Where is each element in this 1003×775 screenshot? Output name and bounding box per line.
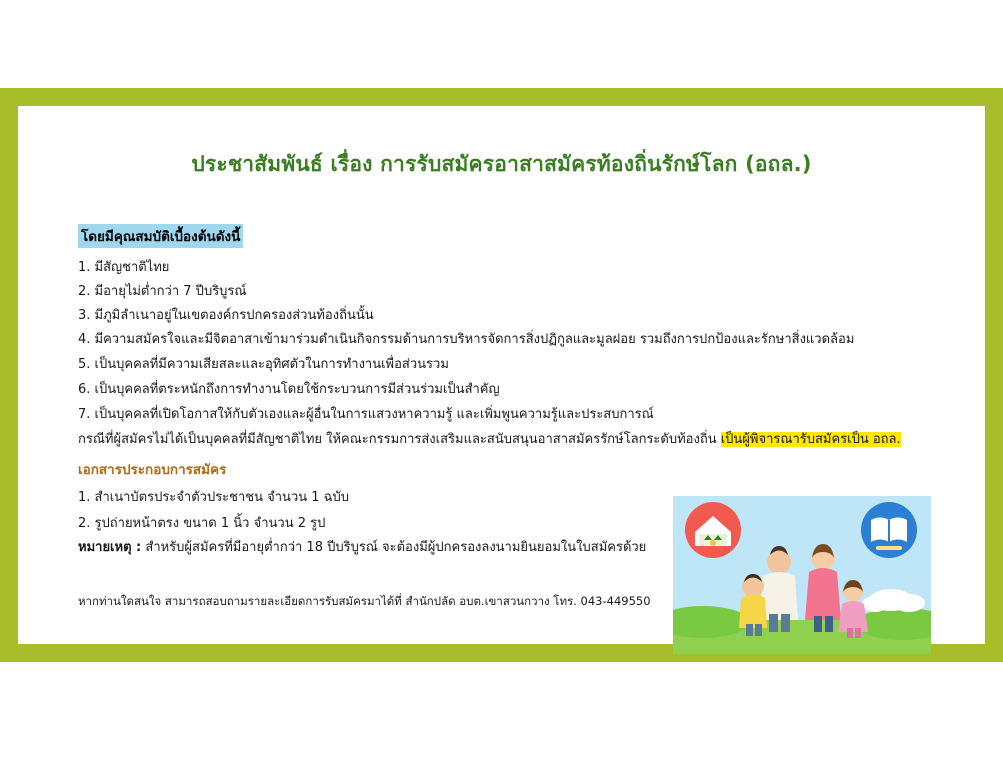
- page-title: ประชาสัมพันธ์ เรื่อง การรับสมัครอาสาสมัครท้องถิ่นรักษ์โลก (อถล.): [191, 152, 812, 176]
- documents-heading: เอกสารประกอบการสมัคร: [78, 462, 227, 478]
- qualification-item-5: 5. เป็นบุคคลที่มีความเสียสละและอุทิศตัวในการทำงานเพื่อส่วนรวม: [78, 357, 449, 372]
- family-recycling-illustration: [673, 496, 931, 654]
- remark-line: [78, 536, 646, 557]
- remark-text: สำหรับผู้สมัครที่มีอายุต่ำกว่า 18 ปีบริบูรณ์ จะต้องมีผู้ปกครองลงนามยินยอมในใบสมัครด้วย: [141, 540, 647, 555]
- qualification-item-2: 2. มีอายุไม่ต่ำกว่า 7 ปีบริบูรณ์: [78, 284, 247, 299]
- qualification-item-3: 3. มีภูมิลำเนาอยู่ในเขตองค์กรปกครองส่วนท้องถิ่นนั้น: [78, 308, 374, 323]
- qualification-item-1: 1. มีสัญชาติไทย: [78, 260, 170, 275]
- special-note-text: กรณีที่ผู้สมัครไม่ได้เป็นบุคคลที่มีสัญชาติไทย ให้คณะกรรมการส่งเสริมและสนับสนุนอาสาสมัครรักษ์โลกระดับท้องถิ่น: [78, 432, 721, 447]
- special-note: [78, 428, 901, 449]
- special-note-highlighted: เป็นผู้พิจารณารับสมัครเป็น อถล.: [720, 432, 901, 447]
- poster-green-frame: [0, 88, 1003, 662]
- contact-line: หากท่านใดสนใจ สามารถสอบถามรายละเอียดการรับสมัครมาได้ที่ สำนักปลัด อบต.เขาสวนกวาง โทร. 043-449550: [78, 594, 651, 608]
- document-item-2: 2. รูปถ่ายหน้าตรง ขนาด 1 นิ้ว จำนวน 2 รูป: [78, 516, 326, 531]
- qualifications-heading: โดยมีคุณสมบัติเบื้องต้นดังนี้: [78, 224, 243, 248]
- remark-label: หมายเหตุ :: [78, 540, 142, 555]
- document-item-1: 1. สำเนาบัตรประจำตัวประชาชน จำนวน 1 ฉบับ: [78, 490, 350, 505]
- poster-content-area: [18, 106, 985, 644]
- qualification-item-6: 6. เป็นบุคคลที่ตระหนักถึงการทำงานโดยใช้กระบวนการมีส่วนร่วมเป็นสำคัญ: [78, 382, 500, 397]
- qualification-item-7: 7. เป็นบุคคลที่เปิดโอกาสให้กับตัวเองและผู้อื่นในการแสวงหาความรู้ และเพิ่มพูนความรู้และประสบการณ์: [78, 407, 654, 422]
- qualification-item-4: 4. มีความสมัครใจและมีจิตอาสาเข้ามาร่วมดำเนินกิจกรรมด้านการบริหารจัดการสิ่งปฏิกูลและมูลฝอย รวมถึงการปกป้องและรักษาสิ่งแวดล้อม: [78, 332, 855, 347]
